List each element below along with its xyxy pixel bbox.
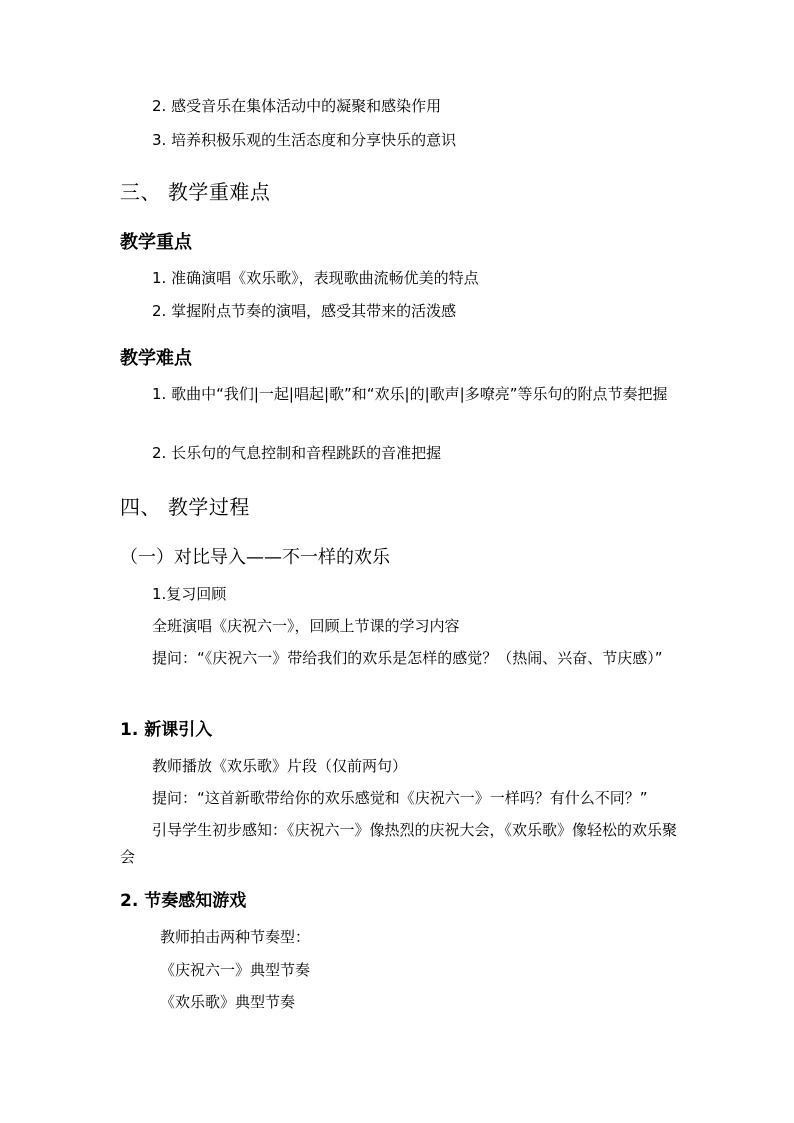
difficulty-item-1: 1. 歌曲中“我们|一起|唱起|歌”和“欢乐|的|歌声|多嘹亮”等乐句的附点节奏把握 xyxy=(152,385,668,403)
new-lesson-heading: 1. 新课引入 xyxy=(120,720,213,740)
difficulties-heading: 教学难点 xyxy=(120,348,192,369)
section-3-title: 三、 教学重难点 xyxy=(120,180,271,204)
new-lesson-line-2: 提问：“这首新歌带给你的欢乐感觉和《庆祝六一》一样吗？有什么不同？” xyxy=(152,789,648,807)
difficulty-item-2: 2. 长乐句的气息控制和音程跳跃的音准把握 xyxy=(152,444,442,462)
section-4-title: 四、 教学过程 xyxy=(120,495,250,519)
goal-item-3: 3. 培养积极乐观的生活态度和分享快乐的意识 xyxy=(152,131,457,149)
review-line-1: 全班演唱《庆祝六一》，回顾上节课的学习内容 xyxy=(152,617,460,635)
key-points-heading: 教学重点 xyxy=(120,232,192,253)
key-point-item-2: 2. 掌握附点节奏的演唱，感受其带来的活泼感 xyxy=(152,302,457,320)
review-label: 1.复习回顾 xyxy=(152,585,227,603)
key-point-item-1: 1. 准确演唱《欢乐歌》，表现歌曲流畅优美的特点 xyxy=(152,269,479,287)
part-1-heading: （一）对比导入——不一样的欢乐 xyxy=(120,547,390,568)
goal-item-2: 2. 感受音乐在集体活动中的凝聚和感染作用 xyxy=(152,97,442,115)
rhythm-game-heading: 2. 节奏感知游戏 xyxy=(120,891,247,911)
rhythm-game-line-1: 教师拍击两种节奏型： xyxy=(160,928,311,946)
review-line-2: 提问：“《庆祝六一》带给我们的欢乐是怎样的感觉？（热闹、兴奋、节庆感）” xyxy=(152,649,663,667)
rhythm-game-line-3: 《欢乐歌》典型节奏 xyxy=(160,993,296,1011)
rhythm-game-line-2: 《庆祝六一》典型节奏 xyxy=(160,961,311,979)
new-lesson-line-1: 教师播放《欢乐歌》片段（仅前两句） xyxy=(152,757,408,775)
new-lesson-line-3: 引导学生初步感知：《庆祝六一》像热烈的庆祝大会，《欢乐歌》像轻松的欢乐聚会 xyxy=(120,821,678,866)
